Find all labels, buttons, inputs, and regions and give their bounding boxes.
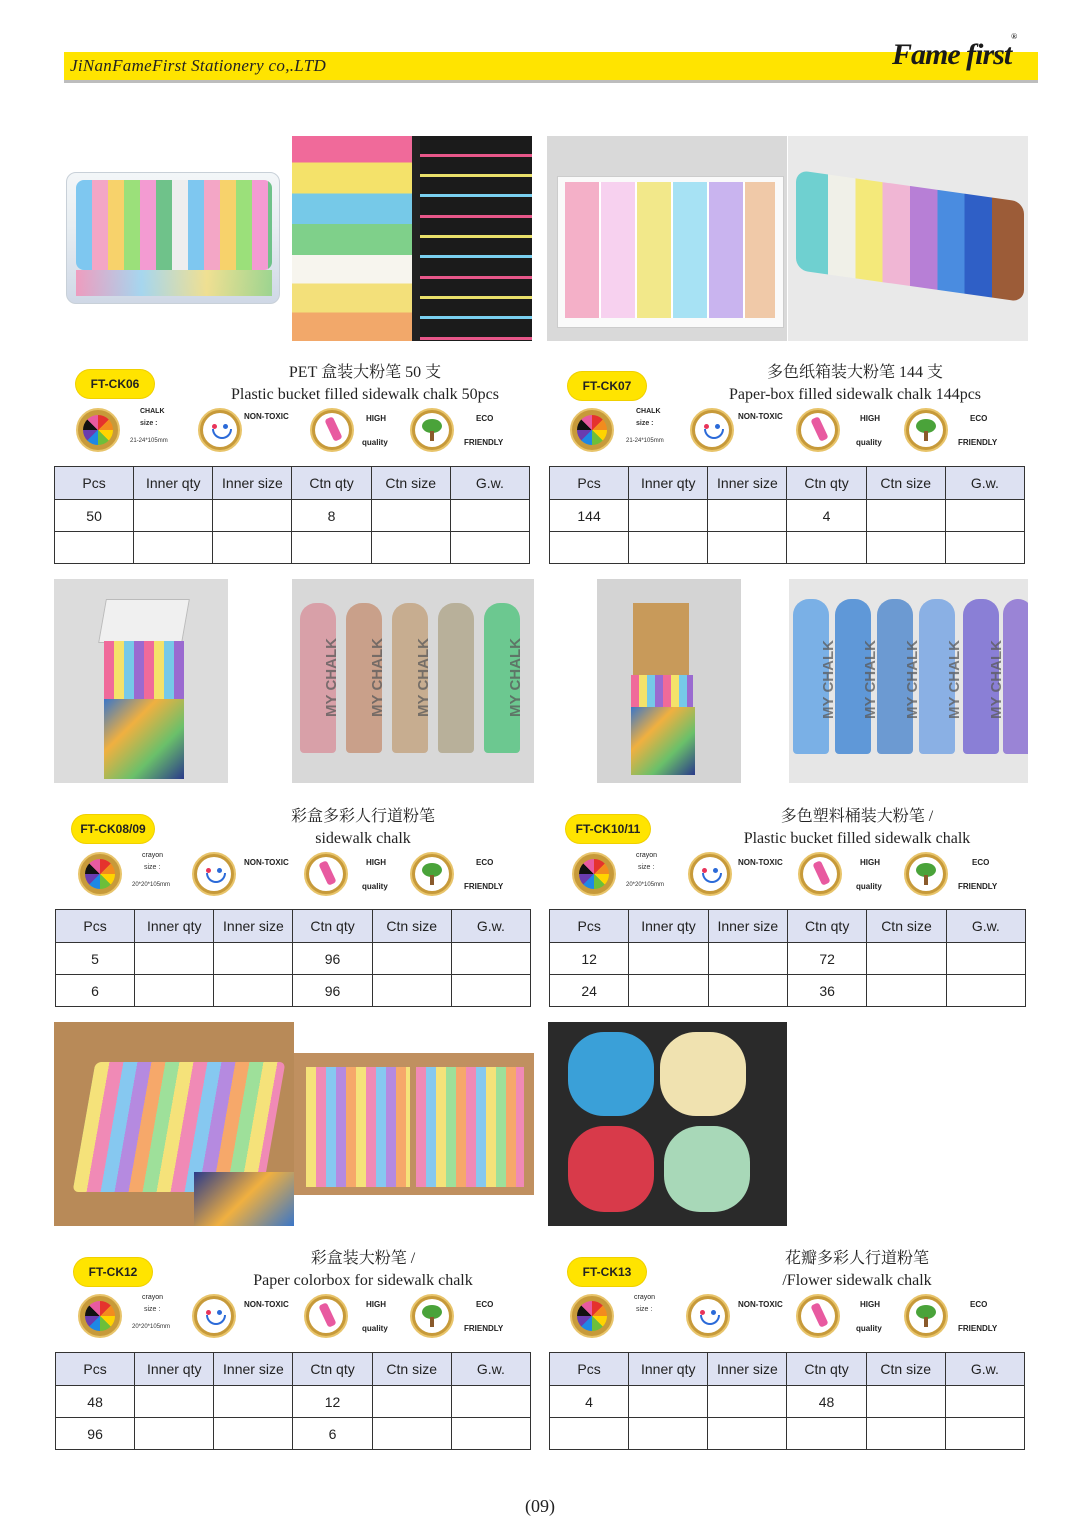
- col-header: Ctn qty: [293, 910, 372, 943]
- photo-ck12-open: [294, 1053, 534, 1195]
- title-en: Plastic bucket filled sidewalk chalk 50pcs: [231, 386, 499, 403]
- cell: [372, 943, 451, 975]
- quality-label: quality: [362, 1324, 388, 1333]
- col-header: Inner qty: [629, 910, 708, 943]
- cell: 96: [293, 943, 372, 975]
- cell: 48: [56, 1386, 135, 1418]
- friendly-label: FRIENDLY: [464, 438, 504, 447]
- my-chalk-emboss: MY CHALK: [368, 638, 386, 717]
- trademark-mark: ®: [1011, 32, 1017, 41]
- col-header: G.w.: [451, 1353, 530, 1386]
- cell: [867, 943, 946, 975]
- table-row: [550, 500, 1025, 532]
- table-header-row: [56, 1353, 531, 1386]
- my-chalk-emboss: MY CHALK: [322, 638, 340, 717]
- my-chalk-emboss: MY CHALK: [945, 640, 963, 719]
- photo-ck12-box: [54, 1022, 294, 1226]
- non-toxic-label: NON-TOXIC: [738, 412, 783, 421]
- eco-tree-icon: [904, 1294, 948, 1338]
- cell: 12: [293, 1386, 372, 1418]
- cell: [708, 975, 787, 1007]
- product-title-ck10: [672, 806, 1042, 850]
- col-header: Inner size: [708, 910, 787, 943]
- product-title-ck07: [670, 362, 1040, 406]
- eco-tree-icon: [410, 1294, 454, 1338]
- photo-ck08-box: [54, 579, 228, 783]
- table-row: [56, 1418, 531, 1450]
- feature-icons-ck08: [78, 850, 538, 902]
- cell: [55, 532, 134, 564]
- color-wheel-icon: [78, 1294, 122, 1338]
- col-header: G.w.: [450, 467, 529, 500]
- cell: 96: [293, 975, 372, 1007]
- feature-icons-ck10: [572, 850, 1032, 902]
- col-header: Inner size: [708, 1353, 787, 1386]
- page-number: (09): [525, 1496, 555, 1516]
- smiley-face-icon: [688, 852, 732, 896]
- brush-icon: [304, 852, 348, 896]
- table-header-row: [550, 1353, 1025, 1386]
- color-wheel-icon: [570, 1294, 614, 1338]
- col-header: Pcs: [56, 1353, 135, 1386]
- size-value: 20*20*105mm: [626, 882, 665, 888]
- brush-icon: [310, 408, 354, 452]
- cell: [708, 1386, 787, 1418]
- photo-ck13-flowers: [548, 1022, 787, 1226]
- quality-label: quality: [362, 438, 388, 447]
- cell: [945, 500, 1024, 532]
- product-code-ck12: FT-CK12: [74, 1258, 152, 1286]
- eco-label: ECO: [476, 414, 494, 423]
- cell: [708, 500, 787, 532]
- spec-table-ck13: [549, 1352, 1025, 1450]
- size-label: size :: [636, 420, 654, 427]
- cell: [213, 532, 292, 564]
- eco-label: ECO: [970, 1300, 988, 1309]
- color-wheel-icon: [76, 408, 120, 452]
- table-row: [550, 532, 1025, 564]
- cell: [946, 975, 1025, 1007]
- spec-table-ck06: [54, 466, 530, 564]
- col-header: Inner qty: [629, 467, 708, 500]
- my-chalk-emboss: MY CHALK: [506, 638, 524, 717]
- title-en: Plastic bucket filled sidewalk chalk: [743, 830, 971, 847]
- col-header: Ctn qty: [787, 467, 866, 500]
- eco-label: ECO: [970, 414, 988, 423]
- smiley-face-icon: [686, 1294, 730, 1338]
- quality-label: quality: [856, 438, 882, 447]
- size-label: size :: [140, 420, 158, 427]
- photo-ck08-sticks: [292, 579, 534, 783]
- non-toxic-label: NON-TOXIC: [244, 1300, 289, 1309]
- col-header: Ctn qty: [787, 910, 866, 943]
- cell: 12: [550, 943, 629, 975]
- col-header: Ctn qty: [787, 1353, 866, 1386]
- color-wheel-icon: [572, 852, 616, 896]
- company-name: JiNanFameFirst Stationery co,.LTD: [70, 56, 327, 75]
- friendly-label: FRIENDLY: [958, 1324, 998, 1333]
- title-cn: 花瓣多彩人行道粉笔: [784, 1250, 929, 1267]
- cell: [135, 1418, 214, 1450]
- type-label: crayon: [634, 1294, 656, 1301]
- quality-label: quality: [856, 1324, 882, 1333]
- photo-ck10-box: [597, 579, 741, 783]
- spec-table-ck07: [549, 466, 1025, 564]
- size-label: size :: [144, 1306, 161, 1313]
- non-toxic-label: NON-TOXIC: [244, 412, 289, 421]
- cell: 96: [56, 1418, 135, 1450]
- cell: 6: [293, 1418, 372, 1450]
- type-label: crayon: [142, 1294, 164, 1301]
- title-cn: 彩盒多彩人行道粉笔: [290, 808, 435, 825]
- table-header-row: [55, 467, 530, 500]
- cell: [451, 975, 530, 1007]
- eco-tree-icon: [410, 408, 454, 452]
- cell: [867, 975, 946, 1007]
- cell: [371, 532, 450, 564]
- size-value: 20*20*105mm: [132, 882, 171, 888]
- cell: [371, 500, 450, 532]
- photo-ck07-box: [547, 136, 787, 341]
- table-row: [55, 500, 530, 532]
- feature-icons-ck13: [570, 1292, 1030, 1344]
- col-header: Ctn qty: [292, 467, 371, 500]
- cell: [450, 500, 529, 532]
- table-row: [550, 1386, 1025, 1418]
- product-code-ck06: FT-CK06: [76, 370, 154, 398]
- photo-ck06-closeup: [292, 136, 532, 341]
- my-chalk-emboss: MY CHALK: [414, 638, 432, 717]
- eco-label: ECO: [476, 1300, 494, 1309]
- cell: [214, 943, 293, 975]
- col-header: Pcs: [55, 467, 134, 500]
- color-wheel-icon: [570, 408, 614, 452]
- cell: 24: [550, 975, 629, 1007]
- col-header: Ctn size: [867, 910, 946, 943]
- feature-icons-ck12: [78, 1292, 538, 1344]
- cell: 8: [292, 500, 371, 532]
- product-title-ck08: [178, 806, 548, 850]
- type-label: CHALK: [140, 408, 165, 415]
- size-label: size :: [144, 864, 161, 871]
- brush-icon: [304, 1294, 348, 1338]
- col-header: Inner size: [708, 467, 787, 500]
- title-en: sidewalk chalk: [315, 830, 411, 847]
- photo-ck06-bucket: [56, 136, 286, 341]
- size-value: 21-24*105mm: [130, 438, 168, 444]
- feature-icons-ck07: [570, 406, 1030, 458]
- cell: [866, 1386, 945, 1418]
- cell: [213, 500, 292, 532]
- cell: 72: [787, 943, 866, 975]
- product-code-ck07: FT-CK07: [568, 372, 646, 400]
- friendly-label: FRIENDLY: [958, 438, 998, 447]
- cell: [946, 943, 1025, 975]
- friendly-label: FRIENDLY: [464, 1324, 504, 1333]
- title-cn: 多色纸箱装大粉笔 144 支: [766, 364, 943, 381]
- col-header: Inner size: [213, 467, 292, 500]
- col-header: Ctn qty: [293, 1353, 372, 1386]
- cell: [866, 1418, 945, 1450]
- friendly-label: FRIENDLY: [464, 882, 504, 891]
- title-cn: PET 盒装大粉笔 50 支: [288, 364, 442, 381]
- cell: 50: [55, 500, 134, 532]
- col-header: Ctn size: [371, 467, 450, 500]
- feature-icons-ck06: [76, 406, 536, 458]
- cell: 144: [550, 500, 629, 532]
- cell: [866, 532, 945, 564]
- size-label: size :: [636, 1306, 653, 1313]
- col-header: G.w.: [945, 467, 1024, 500]
- col-header: Pcs: [56, 910, 135, 943]
- high-label: HIGH: [366, 858, 386, 867]
- cell: [134, 532, 213, 564]
- photo-ck10-sticks: [789, 579, 1028, 783]
- my-chalk-emboss: MY CHALK: [819, 640, 837, 719]
- cell: [134, 500, 213, 532]
- cell: [135, 1386, 214, 1418]
- title-cn: 多色塑料桶装大粉笔 /: [780, 808, 934, 825]
- cell: [372, 975, 451, 1007]
- my-chalk-emboss: MY CHALK: [903, 640, 921, 719]
- size-value: 20*20*105mm: [132, 1324, 171, 1330]
- cell: [629, 500, 708, 532]
- my-chalk-emboss: MY CHALK: [987, 640, 1005, 719]
- col-header: G.w.: [945, 1353, 1024, 1386]
- cell: [451, 1418, 530, 1450]
- spec-table-ck12: [55, 1352, 531, 1450]
- cell: [550, 1418, 629, 1450]
- smiley-face-icon: [192, 852, 236, 896]
- cell: [629, 975, 708, 1007]
- cell: [945, 1386, 1024, 1418]
- title-en: /Flower sidewalk chalk: [782, 1272, 932, 1289]
- cell: [629, 1418, 708, 1450]
- product-title-ck06: [180, 362, 550, 406]
- cell: [135, 943, 214, 975]
- table-row: [56, 943, 531, 975]
- cell: [708, 1418, 787, 1450]
- quality-label: quality: [856, 882, 882, 891]
- spec-table-ck10: [549, 909, 1026, 1007]
- col-header: Ctn size: [866, 467, 945, 500]
- title-en: Paper colorbox for sidewalk chalk: [253, 1272, 473, 1289]
- smiley-face-icon: [198, 408, 242, 452]
- table-header-row: [550, 910, 1026, 943]
- high-label: HIGH: [860, 858, 880, 867]
- col-header: Inner qty: [134, 467, 213, 500]
- product-title-ck12: [178, 1248, 548, 1292]
- title-cn: 彩盒装大粉笔 /: [310, 1250, 416, 1267]
- col-header: Ctn size: [372, 910, 451, 943]
- friendly-label: FRIENDLY: [958, 882, 998, 891]
- brand-logo: [892, 32, 1017, 72]
- photo-ck07-closeup: [788, 136, 1028, 341]
- cell: 4: [550, 1386, 629, 1418]
- cell: [629, 532, 708, 564]
- cell: 5: [56, 943, 135, 975]
- cell: [135, 975, 214, 1007]
- cell: [945, 1418, 1024, 1450]
- col-header: Inner size: [214, 1353, 293, 1386]
- table-row: [550, 943, 1026, 975]
- col-header: Inner size: [214, 910, 293, 943]
- size-label: size :: [638, 864, 655, 871]
- cell: 36: [787, 975, 866, 1007]
- brand-logo-text: Fame first: [892, 38, 1012, 71]
- smiley-face-icon: [192, 1294, 236, 1338]
- type-label: crayon: [142, 852, 164, 859]
- cell: [372, 1418, 451, 1450]
- type-label: CHALK: [636, 408, 661, 415]
- col-header: Pcs: [550, 910, 629, 943]
- cell: [451, 1386, 530, 1418]
- eco-label: ECO: [972, 858, 990, 867]
- brush-icon: [798, 852, 842, 896]
- brush-icon: [796, 408, 840, 452]
- eco-tree-icon: [410, 852, 454, 896]
- table-row: [55, 532, 530, 564]
- col-header: Inner qty: [135, 1353, 214, 1386]
- col-header: G.w.: [946, 910, 1025, 943]
- product-code-ck10: FT-CK10/11: [566, 815, 650, 843]
- cell: 6: [56, 975, 135, 1007]
- non-toxic-label: NON-TOXIC: [738, 858, 783, 867]
- cell: [451, 943, 530, 975]
- non-toxic-label: NON-TOXIC: [738, 1300, 783, 1309]
- eco-label: ECO: [476, 858, 494, 867]
- cell: 4: [787, 500, 866, 532]
- product-title-ck13: [672, 1248, 1042, 1292]
- my-chalk-emboss: MY CHALK: [861, 640, 879, 719]
- type-label: crayon: [636, 852, 658, 859]
- cell: [214, 1386, 293, 1418]
- high-label: HIGH: [366, 414, 386, 423]
- cell: [629, 1386, 708, 1418]
- col-header: Inner qty: [629, 1353, 708, 1386]
- product-code-ck08: FT-CK08/09: [72, 815, 154, 843]
- table-row: [56, 1386, 531, 1418]
- col-header: G.w.: [451, 910, 530, 943]
- col-header: Ctn size: [866, 1353, 945, 1386]
- high-label: HIGH: [860, 1300, 880, 1309]
- table-header-row: [550, 467, 1025, 500]
- cell: [787, 532, 866, 564]
- cell: [629, 943, 708, 975]
- cell: [450, 532, 529, 564]
- cell: 48: [787, 1386, 866, 1418]
- non-toxic-label: NON-TOXIC: [244, 858, 289, 867]
- color-wheel-icon: [78, 852, 122, 896]
- cell: [550, 532, 629, 564]
- smiley-face-icon: [690, 408, 734, 452]
- table-row: [56, 975, 531, 1007]
- col-header: Pcs: [550, 467, 629, 500]
- cell: [708, 532, 787, 564]
- cell: [866, 500, 945, 532]
- col-header: Pcs: [550, 1353, 629, 1386]
- col-header: Ctn size: [372, 1353, 451, 1386]
- cell: [214, 1418, 293, 1450]
- size-value: 21-24*105mm: [626, 438, 664, 444]
- cell: [945, 532, 1024, 564]
- eco-tree-icon: [904, 408, 948, 452]
- cell: [214, 975, 293, 1007]
- table-row: [550, 1418, 1025, 1450]
- high-label: HIGH: [366, 1300, 386, 1309]
- quality-label: quality: [362, 882, 388, 891]
- table-header-row: [56, 910, 531, 943]
- title-en: Paper-box filled sidewalk chalk 144pcs: [728, 386, 982, 403]
- spec-table-ck08: [55, 909, 531, 1007]
- col-header: Inner qty: [135, 910, 214, 943]
- cell: [708, 943, 787, 975]
- product-code-ck13: FT-CK13: [568, 1258, 646, 1286]
- brush-icon: [796, 1294, 840, 1338]
- cell: [292, 532, 371, 564]
- high-label: HIGH: [860, 414, 880, 423]
- eco-tree-icon: [904, 852, 948, 896]
- cell: [372, 1386, 451, 1418]
- table-row: [550, 975, 1026, 1007]
- cell: [787, 1418, 866, 1450]
